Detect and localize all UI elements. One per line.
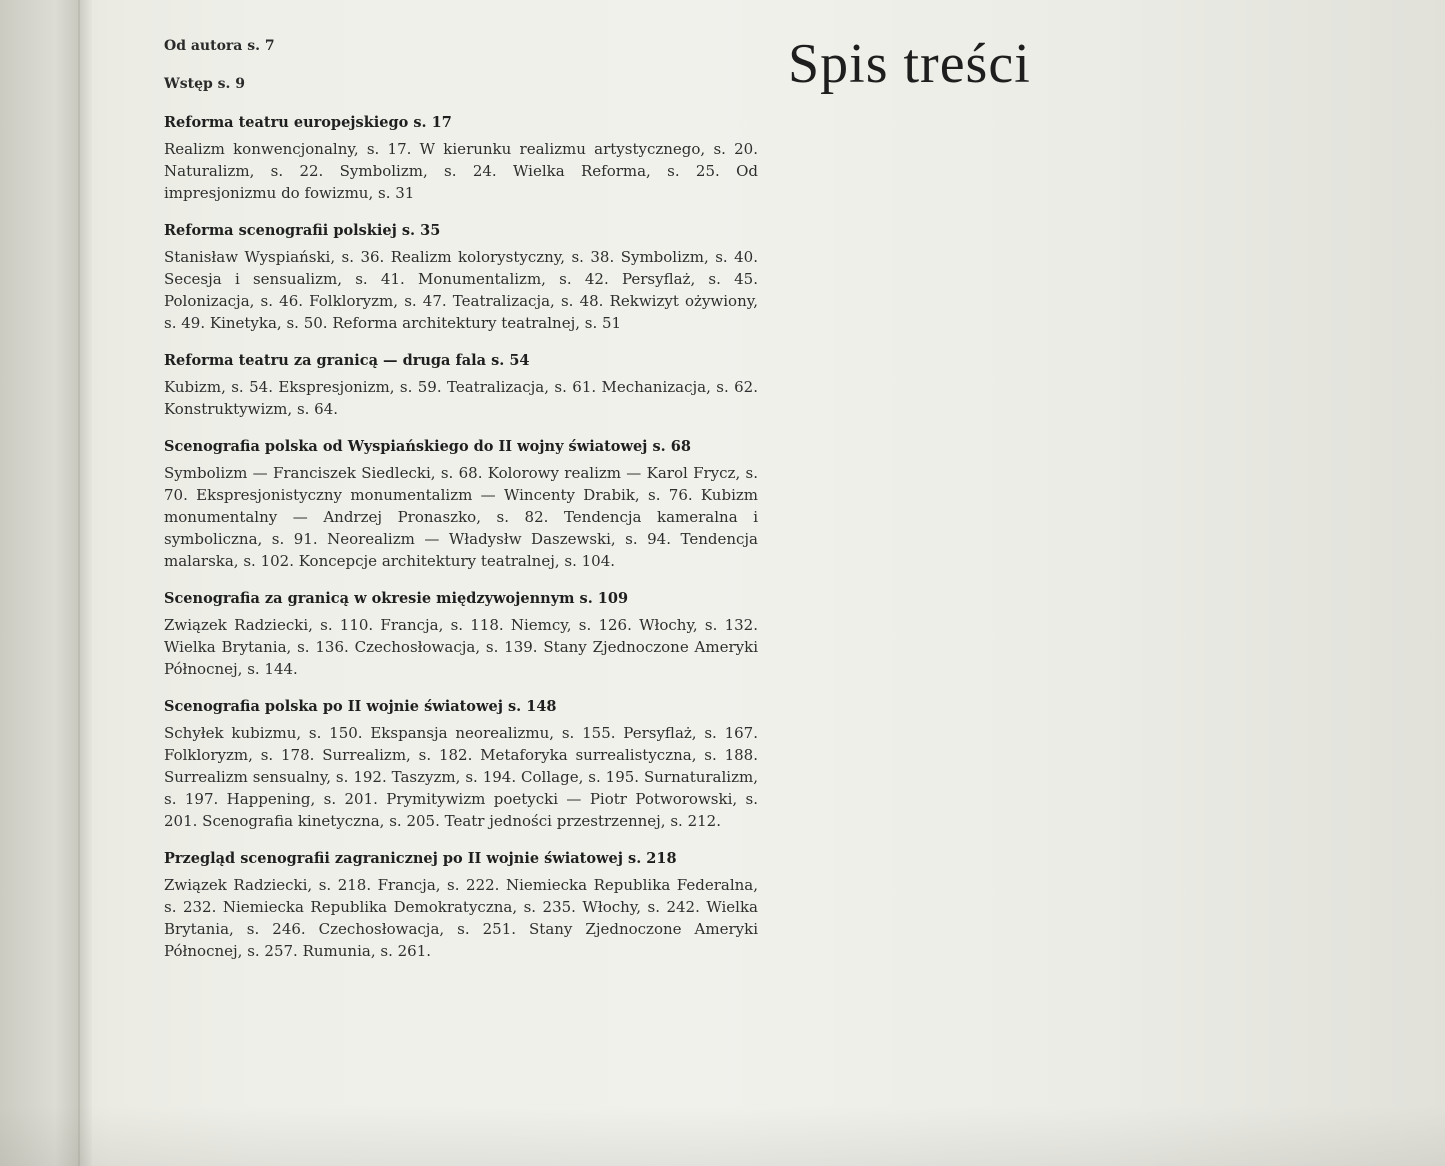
chapter-heading: Scenografia polska od Wyspiańskiego do II wojny światowej s. 68 <box>164 438 691 455</box>
chapter-subentries: Związek Radziecki, s. 218. Francja, s. 222. Niemiecka Republika Federalna, s. 232. Niemiecka Republika Demokratyczna, s. 235. Włochy, s. 242. Wielka Brytania, s. 246. Czechosłowacja, s. 251. Stany Zjednoczone Ameryki Północnej, s. 257. Rumunia, s. 261. <box>164 876 758 960</box>
page-title: Spis treści <box>788 33 1031 95</box>
toc-entry-introduction: Wstęp s. 9 <box>164 76 246 92</box>
toc-chapter <box>164 222 764 334</box>
chapter-subentries: Realizm konwencjonalny, s. 17. W kierunku realizmu artystycznego, s. 20. Naturalizm, s. 22. Symbolizm, s. 24. Wielka Reforma, s. 25. Od impresjonizmu do fowizmu, s. 31 <box>164 140 758 202</box>
chapter-subentries: Związek Radziecki, s. 110. Francja, s. 118. Niemcy, s. 126. Włochy, s. 132. Wielka Brytania, s. 136. Czechosłowacja, s. 139. Stany Zjednoczone Ameryki Północnej, s. 144. <box>164 616 758 678</box>
chapter-heading: Reforma scenografii polskiej s. 35 <box>164 222 441 239</box>
chapter-heading: Reforma teatru za granicą — druga fala s. 54 <box>164 352 530 369</box>
toc-chapter <box>164 438 764 572</box>
chapter-heading: Scenografia polska po II wojnie światowej s. 148 <box>164 698 557 715</box>
table-of-contents <box>164 38 764 980</box>
chapter-subentries: Kubizm, s. 54. Ekspresjonizm, s. 59. Teatralizacja, s. 61. Mechanizacja, s. 62. Konstruktywizm, s. 64. <box>164 378 758 418</box>
chapter-heading: Reforma teatru europejskiego s. 17 <box>164 114 452 131</box>
chapter-heading: Przegląd scenografii zagranicznej po II wojnie światowej s. 218 <box>164 850 677 867</box>
chapter-heading: Scenografia za granicą w okresie międzywojennym s. 109 <box>164 590 629 607</box>
gutter-fold-line <box>78 0 80 1166</box>
toc-chapter <box>164 352 764 420</box>
toc-chapter <box>164 114 764 204</box>
page-shadow <box>0 1106 1445 1166</box>
chapter-subentries: Stanisław Wyspiański, s. 36. Realizm kolorystyczny, s. 38. Symbolizm, s. 40. Secesja i sensualizm, s. 41. Monumentalizm, s. 42. Persyflaż, s. 45. Polonizacja, s. 46. Folkloryzm, s. 47. Teatralizacja, s. 48. Rekwizyt ożywiony, s. 49. Kinetyka, s. 50. Reforma architektury teatralnej, s. 51 <box>164 248 758 332</box>
chapter-subentries: Symbolizm — Franciszek Siedlecki, s. 68. Kolorowy realizm — Karol Frycz, s. 70. Ekspresjonistyczny monumentalizm — Wincenty Drabik, s. 76. Kubizm monumentalny — Andrzej Pronaszko, s. 82. Tendencja kameralna i symboliczna, s. 91. Neorealizm — Władysłw Daszewski, s. 94. Tendencja malarska, s. 102. Koncepcje architektury teatralnej, s. 104. <box>164 464 758 570</box>
chapter-subentries: Schyłek kubizmu, s. 150. Ekspansja neorealizmu, s. 155. Persyflaż, s. 167. Folkloryzm, s. 178. Surrealizm, s. 182. Metaforyka surrealistyczna, s. 188. Surrealizm sensualny, s. 192. Taszyzm, s. 194. Collage, s. 195. Surnaturalizm, s. 197. Happening, s. 201. Prymitywizm poetycki — Piotr Potworowski, s. 201. Scenografia kinetyczna, s. 205. Teatr jedności przestrzennej, s. 212. <box>164 724 758 830</box>
toc-chapter <box>164 590 764 680</box>
toc-chapter <box>164 698 764 832</box>
toc-entry-foreword: Od autora s. 7 <box>164 38 275 54</box>
toc-chapter <box>164 850 764 962</box>
